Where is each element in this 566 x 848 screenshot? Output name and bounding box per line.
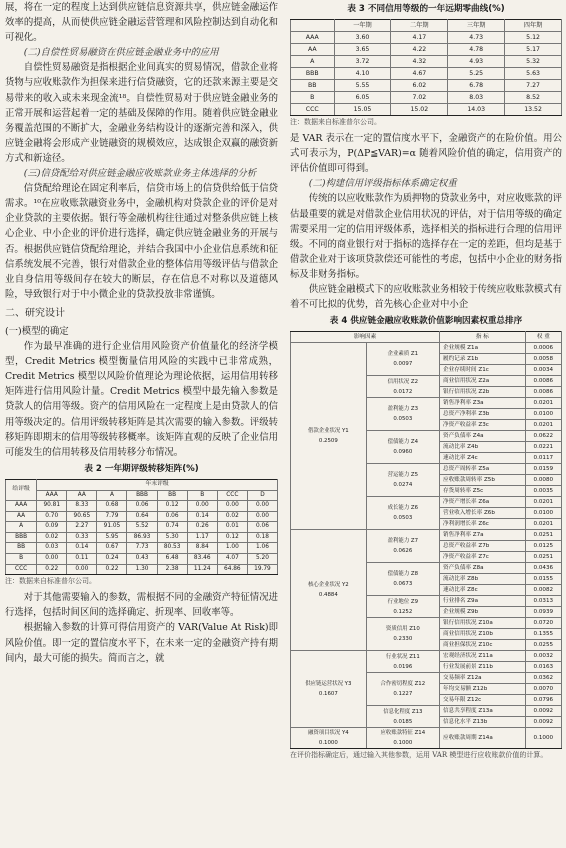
weight-cell: 0.1000 (525, 728, 561, 749)
weight-cell: 0.0159 (525, 464, 561, 475)
table-cell: 0.22 (97, 564, 127, 575)
weight-cell: 0.0201 (525, 519, 561, 530)
table-row (6, 532, 278, 543)
table-cell: 6.48 (157, 554, 187, 565)
table-group-header: 年末评级 (37, 479, 278, 490)
table-cell: 0.06 (157, 511, 187, 522)
sub-factor-cell: 信用状况 Z2 0.0172 (366, 376, 439, 398)
body-paragraph: 是 VAR 表示在一定的置信度水平下，金融资产的在险价值。用公式可表示为，P(ΔP≦VAR)=α 随着风险价值的确定，信用资产的评估价值即可得到。 (290, 133, 562, 175)
group-factor-cell: 借款企业状况 Y1 0.2509 (291, 343, 367, 530)
indicator-cell: 总资产收益率 Z7b (440, 541, 526, 552)
weight-cell: 0.0092 (525, 717, 561, 728)
weight-cell: 0.0006 (525, 343, 561, 354)
table-row (6, 543, 278, 554)
table-cell: 6.02 (391, 80, 448, 92)
table-row (6, 564, 278, 575)
table-row (6, 511, 278, 522)
table-cell: 0.02 (217, 511, 247, 522)
table-cell: 15.05 (334, 104, 391, 116)
indicator-cell: 速动比率 Z8c (440, 585, 526, 596)
sub-factor-cell: 资质信用 Z10 0.2330 (366, 618, 439, 651)
weight-cell: 0.0201 (525, 398, 561, 409)
table-note: 在评价指标确定后，通过输入其他参数，运用 VAR 模型进行应收账款价值的计算。 (290, 751, 548, 760)
column-header: 四年期 (505, 20, 562, 32)
table-cell: 19.79 (247, 564, 277, 575)
table-note: 注：数据来自标准普尔公司。 (290, 118, 381, 127)
indicator-cell: 商业担保状况 Z10c (440, 640, 526, 651)
table-cell: A (291, 56, 335, 68)
row-header: B (6, 554, 37, 565)
table-cell: 8.33 (67, 501, 97, 512)
column-header: 影响因素 (291, 332, 440, 343)
table-cell: CCC (291, 104, 335, 116)
table-cell: 4.10 (334, 68, 391, 80)
table-cell: 0.14 (187, 511, 217, 522)
sub-factor-cell: 偿债能力 Z4 0.0960 (366, 431, 439, 464)
table-cell: 4.17 (391, 32, 448, 44)
table-row (291, 80, 562, 92)
body-paragraph: 传统的以应收账款作为质押物的贷款业务中，对应收账款的评估最重要的就是对借款企业信用状况的评估，对于信用等级的确定需要采用一定的信用评级体系，选择相关的指标进行合理的信用评级。不同的商业银行对于指标的选择存在一定的差距，但均是基于借款企业对于该项贷款偿还可能性的考虑，包括中小企业的财务指标及非财务指标。 (290, 193, 562, 280)
table-cell: 4.93 (448, 56, 505, 68)
indicator-cell: 营业收入增长率 Z6b (440, 508, 526, 519)
table-cell: 0.12 (157, 501, 187, 512)
table-cell: 7.02 (391, 92, 448, 104)
table-cell: 0.09 (37, 522, 67, 533)
table-cell: 90.65 (67, 511, 97, 522)
table-cell: 64.86 (217, 564, 247, 575)
table-cell: BBB (291, 68, 335, 80)
indicator-cell: 流动比率 Z8b (440, 574, 526, 585)
column-header: B (187, 490, 217, 501)
table-cell: AAA (291, 32, 335, 44)
indicator-cell: 信息化水平 Z13b (440, 717, 526, 728)
indicator-cell: 信息共享程度 Z13a (440, 706, 526, 717)
table-row (291, 92, 562, 104)
table-row (291, 68, 562, 80)
weight-cell: 0.1355 (525, 629, 561, 640)
table-cell: 1.17 (187, 532, 217, 543)
table-cell: 90.81 (37, 501, 67, 512)
indicator-cell: 行业排名 Z9a (440, 596, 526, 607)
table-cell: 2.38 (157, 564, 187, 575)
weight-cell: 0.0070 (525, 684, 561, 695)
table-cell: 1.06 (247, 543, 277, 554)
weight-cell: 0.0251 (525, 552, 561, 563)
weight-cell: 0.0155 (525, 574, 561, 585)
weight-cell: 0.0086 (525, 376, 561, 387)
column-header: AA (67, 490, 97, 501)
table-cell: 5.95 (97, 532, 127, 543)
table-cell: 1.00 (217, 543, 247, 554)
table-cell: 0.22 (37, 564, 67, 575)
intro-paragraph: 展，将在一定的程度上达到供应链信息资源共享，供应链金融运作效率的提高，从而使供应链金融运营管理和风险控制达到自动化和可视化。 (5, 2, 278, 44)
weight-cell: 0.0362 (525, 673, 561, 684)
table-row (6, 501, 278, 512)
table-cell: 14.03 (448, 104, 505, 116)
indicator-cell: 应收账款周转率 Z5b (440, 475, 526, 486)
weight-cell: 0.0201 (525, 420, 561, 431)
column-header: D (247, 490, 277, 501)
weight-cell: 0.0080 (525, 475, 561, 486)
table-cell: 91.05 (97, 522, 127, 533)
row-header: BBB (6, 532, 37, 543)
indicator-cell: 商业信用状况 Z2a (440, 376, 526, 387)
indicator-cell: 年均交易额 Z12b (440, 684, 526, 695)
table-row (6, 554, 278, 565)
indicator-cell: 交易年限 Z12c (440, 695, 526, 706)
table-row (291, 728, 562, 749)
sub-factor-cell: 盈利能力 Z7 0.0626 (366, 530, 439, 563)
table-cell: 0.00 (217, 501, 247, 512)
sub-factor-cell: 偿债能力 Z8 0.0673 (366, 563, 439, 596)
table-cell: BB (291, 80, 335, 92)
indicator-cell: 销售净利率 Z3a (440, 398, 526, 409)
table-cell: 0.00 (67, 564, 97, 575)
weight-cell: 0.0035 (525, 486, 561, 497)
table-cell: 5.32 (505, 56, 562, 68)
table-cell: 7.73 (127, 543, 157, 554)
indicator-cell: 银行信用状况 Z10a (440, 618, 526, 629)
table-cell: AA (291, 44, 335, 56)
column-header: CCC (217, 490, 247, 501)
table-cell: 6.78 (448, 80, 505, 92)
body-paragraph: 作为最早准确的进行企业信用风险资产价值量化的经济学模型，Credit Metrics 模型衡量信用风险的实践中已非常成熟，Credit Metrics 模型以风险价值理论为理论依据，运用信用转移矩阵进行信用风险计量。Credit Metrics 模型中最先输入参数是贷款人的信用等级。资产的信用风险在一定程度上是由贷款人的信用等级决定的。信用评级转移矩阵是其次需要的输入参数。评级转移矩阵即期末的信用等级转移概率。该矩阵直观的反映了企业信用可能发生的信用转移及信用转移分布情况。 (5, 341, 278, 458)
rating-transition-table (5, 479, 278, 575)
table-caption: 表 2 一年期评级转移矩阵(%) (84, 463, 199, 474)
right-column (290, 0, 562, 764)
table-cell: 4.78 (448, 44, 505, 56)
table-cell: 0.06 (127, 501, 157, 512)
table-cell: 3.60 (334, 32, 391, 44)
indicator-cell: 商业信用状况 Z10b (440, 629, 526, 640)
table-cell: 0.70 (37, 511, 67, 522)
table-row (291, 651, 562, 662)
subsection-heading: (三)信贷配给对供应链金融应收账款业务主体选择的分析 (23, 168, 257, 180)
table-cell: 3.65 (334, 44, 391, 56)
weight-cell: 0.0100 (525, 409, 561, 420)
left-column (5, 0, 278, 666)
column-header: BB (157, 490, 187, 501)
sub-factor-cell: 企业素质 Z1 0.0097 (366, 343, 439, 376)
indicator-cell: 企业规模 Z9b (440, 607, 526, 618)
weight-ranking-table (290, 331, 562, 749)
table-cell: 7.79 (97, 511, 127, 522)
table-row (291, 56, 562, 68)
table-corner-header: 给评级 (6, 479, 37, 500)
body-paragraph: 自偿性贸易融资是指根据企业间真实的贸易情况，借款企业将货物与应收账款作为担保来进行信贷融资，它的还款来源主要是交易带来的收入或未来现金流¹⁸。自偿性贸易对于供应链金融业务的正常开展和运营起着一定的基础及保障的作用。随着供应链金融业务覆盖范围的不断扩大，金融业务结构设计的逐渐完善和深入，供应链金融将会形成产业链融资的规模效应，达成银企双赢的融资新方式和新途径。 (5, 62, 278, 164)
body-paragraph: 供应链金融模式下的应收账款业务相较于传统应收账款模式有着不可比拟的优势，首先核心企业对中小企 (290, 284, 562, 311)
table-row (291, 104, 562, 116)
table-cell: 4.32 (391, 56, 448, 68)
weight-cell: 0.0436 (525, 563, 561, 574)
column-header: 指 标 (440, 332, 526, 343)
indicator-cell: 销售净利率 Z7a (440, 530, 526, 541)
table-cell: 5.63 (505, 68, 562, 80)
weight-cell: 0.0163 (525, 662, 561, 673)
table-cell: 0.43 (127, 554, 157, 565)
subsection-heading: (一)模型的确定 (5, 325, 69, 337)
table-cell: 5.12 (505, 32, 562, 44)
table-cell: 13.52 (505, 104, 562, 116)
table-cell: 0.00 (37, 554, 67, 565)
table-cell: B (291, 92, 335, 104)
table-row (291, 343, 562, 354)
table-cell: 8.52 (505, 92, 562, 104)
table-cell: 80.53 (157, 543, 187, 554)
table-cell: 0.68 (97, 501, 127, 512)
indicator-cell: 存货周转率 Z5c (440, 486, 526, 497)
table-cell: 1.30 (127, 564, 157, 575)
subsection-heading: (二)构建信用评级指标体系确定权重 (308, 178, 457, 190)
indicator-cell: 净资产收益率 Z3c (440, 420, 526, 431)
table-cell: 0.01 (217, 522, 247, 533)
column-header: 二年期 (391, 20, 448, 32)
weight-cell: 0.0100 (525, 508, 561, 519)
weight-cell: 0.0117 (525, 453, 561, 464)
table-cell: 4.67 (391, 68, 448, 80)
table-cell: 5.17 (505, 44, 562, 56)
weight-cell: 0.0255 (525, 640, 561, 651)
table-row (291, 44, 562, 56)
sub-factor-cell: 应收账款特征 Z14 0.1000 (366, 728, 439, 749)
table-cell: 5.55 (334, 80, 391, 92)
table-cell: 0.06 (247, 522, 277, 533)
weight-cell: 0.0796 (525, 695, 561, 706)
table-caption: 表 4 供应链金融应收账款价值影响因素权重总排序 (329, 316, 523, 327)
table-cell: 7.27 (505, 80, 562, 92)
indicator-cell: 总资产净利率 Z3b (440, 409, 526, 420)
table-cell: 0.11 (67, 554, 97, 565)
body-paragraph: 对于其他需要输入的参数，需根据不同的金融资产特征情况进行选择，包括时间区间的选择确定、折现率、回收率等。 (5, 592, 278, 619)
table-cell: 4.22 (391, 44, 448, 56)
row-header: A (6, 522, 37, 533)
column-header (291, 20, 335, 32)
table-cell: 0.00 (247, 511, 277, 522)
indicator-cell: 企业存续时间 Z1c (440, 365, 526, 376)
column-header: AAA (37, 490, 67, 501)
table-caption: 表 3 不同信用等级的一年远期零曲线(%) (347, 4, 505, 14)
table-cell: 0.00 (187, 501, 217, 512)
table-cell: 0.14 (67, 543, 97, 554)
table-cell: 6.05 (334, 92, 391, 104)
table-cell: 15.02 (391, 104, 448, 116)
weight-cell: 0.0201 (525, 497, 561, 508)
table-row (291, 32, 562, 44)
table-cell: 0.00 (247, 501, 277, 512)
table-cell: 8.03 (448, 92, 505, 104)
sub-factor-cell: 盈利能力 Z3 0.0503 (366, 398, 439, 431)
section-heading: 二、研究设计 (5, 307, 65, 319)
table-cell: 0.02 (37, 532, 67, 543)
indicator-cell: 总资产周转率 Z5a (440, 464, 526, 475)
weight-cell: 0.0939 (525, 607, 561, 618)
weight-cell: 0.0034 (525, 365, 561, 376)
table-cell: 5.25 (448, 68, 505, 80)
indicator-cell: 银行信用状况 Z2b (440, 387, 526, 398)
weight-cell: 0.0092 (525, 706, 561, 717)
sub-factor-cell: 营运能力 Z5 0.0274 (366, 464, 439, 497)
column-header: BBB (127, 490, 157, 501)
indicator-cell: 资产负债率 Z8a (440, 563, 526, 574)
weight-cell: 0.0720 (525, 618, 561, 629)
weight-cell: 0.0032 (525, 651, 561, 662)
group-factor-cell: 核心企业状况 Y2 0.4884 (291, 530, 367, 651)
table-cell: 0.74 (157, 522, 187, 533)
indicator-cell: 流动比率 Z4b (440, 442, 526, 453)
body-paragraph: 根据输入参数的计算可得信用资产的 VAR(Value At Risk)即风险价值。即一定的置信度水平下，在未来一定的金融资产持有期间内，最大可能的损失。简而言之，就 (5, 622, 278, 664)
table-cell: 5.30 (157, 532, 187, 543)
table-cell: 4.07 (217, 554, 247, 565)
sub-factor-cell: 合作密切程度 Z12 0.1227 (366, 673, 439, 706)
indicator-cell: 履约记录 Z1b (440, 354, 526, 365)
sub-factor-cell: 成长能力 Z6 0.0503 (366, 497, 439, 530)
table-note: 注：数据来自标准普尔公司。 (5, 577, 96, 586)
row-header: BB (6, 543, 37, 554)
indicator-cell: 宏观经济状况 Z11a (440, 651, 526, 662)
row-header: AAA (6, 501, 37, 512)
forward-zero-curve-table (290, 19, 562, 116)
column-header: 三年期 (448, 20, 505, 32)
table-cell: 0.64 (127, 511, 157, 522)
row-header: CCC (6, 564, 37, 575)
subsection-heading: (二)自偿性贸易融资在供应链金融业务中的应用 (23, 47, 219, 59)
table-row (291, 530, 562, 541)
table-cell: 0.26 (187, 522, 217, 533)
weight-cell: 0.0251 (525, 530, 561, 541)
table-row (6, 522, 278, 533)
weight-cell: 0.0622 (525, 431, 561, 442)
indicator-cell: 行业发展前景 Z11b (440, 662, 526, 673)
table-cell: 3.72 (334, 56, 391, 68)
group-factor-cell: 供应链运营状况 Y3 0.1607 (291, 651, 367, 728)
indicator-cell: 应收账款周期 Z14a (440, 728, 526, 749)
table-cell: 0.03 (37, 543, 67, 554)
table-cell: 0.24 (97, 554, 127, 565)
group-factor-cell: 融资项目状况 Y4 0.1000 (291, 728, 367, 749)
table-cell: 2.27 (67, 522, 97, 533)
row-header: AA (6, 511, 37, 522)
indicator-cell: 速动比率 Z4c (440, 453, 526, 464)
table-cell: 8.84 (187, 543, 217, 554)
body-paragraph: 信贷配给理论在固定利率后，信贷市场上的信贷供给低于信贷需求。¹⁰在应收账款融资业务中，金融机构对贷款企业的评价是对企业贷款的主要依据。银行等金融机构往往通过对整条供应链上核心企业、中小企业的评价进行选择，确定供应链金融业务的开展与否。根据供应链信贷配给理论，并结合我国中小企业信息系统和征信系统发展不完善，银行对借款企业的整体信用等级评估与借款企业自身信用等级间存在较大的断层，存在信息不对称以及道德风险，导致银行对于中小微企业的贷款投放非常谨慎。 (5, 183, 278, 300)
column-header: 一年期 (334, 20, 391, 32)
table-cell: 0.33 (67, 532, 97, 543)
weight-cell: 0.0221 (525, 442, 561, 453)
indicator-cell: 净资产增长率 Z6a (440, 497, 526, 508)
column-header: 权 重 (525, 332, 561, 343)
table-cell: 0.12 (217, 532, 247, 543)
table-cell: 83.46 (187, 554, 217, 565)
indicator-cell: 净资产收益率 Z7c (440, 552, 526, 563)
table-cell: 86.93 (127, 532, 157, 543)
weight-cell: 0.0125 (525, 541, 561, 552)
indicator-cell: 企业规模 Z1a (440, 343, 526, 354)
weight-cell: 0.0086 (525, 387, 561, 398)
sub-factor-cell: 信息化程度 Z13 0.0185 (366, 706, 439, 728)
table-cell: 5.20 (247, 554, 277, 565)
sub-factor-cell: 行业地位 Z9 0.1252 (366, 596, 439, 618)
weight-cell: 0.0082 (525, 585, 561, 596)
table-cell: 4.73 (448, 32, 505, 44)
table-cell: 11.24 (187, 564, 217, 575)
indicator-cell: 资产负债率 Z4a (440, 431, 526, 442)
table-cell: 0.67 (97, 543, 127, 554)
table-cell: 0.18 (247, 532, 277, 543)
table-cell: 5.52 (127, 522, 157, 533)
sub-factor-cell: 行业状况 Z11 0.0196 (366, 651, 439, 673)
column-header: A (97, 490, 127, 501)
indicator-cell: 净利润增长率 Z6c (440, 519, 526, 530)
weight-cell: 0.0058 (525, 354, 561, 365)
weight-cell: 0.0313 (525, 596, 561, 607)
indicator-cell: 交易频率 Z12a (440, 673, 526, 684)
